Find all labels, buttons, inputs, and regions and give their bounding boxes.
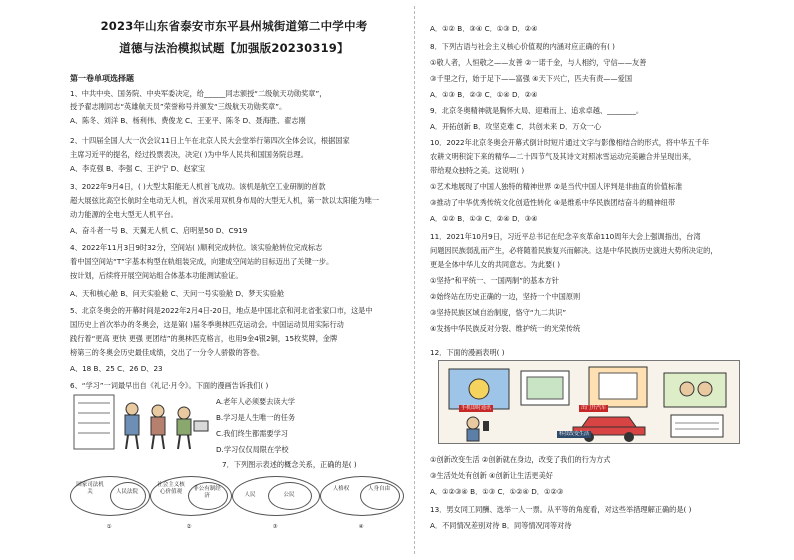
diagram-outer-label: 人格权 <box>332 486 350 492</box>
text-line: ③推动了中华优秀传统文化创造性转化 ④是维系中华民族团结奋斗的精神纽带 <box>430 198 676 207</box>
text-line: ②始终站在历史正确的一边，坚持一个中国原则 <box>430 292 581 301</box>
diagram-number: ④ <box>358 524 364 530</box>
text-line: ④发扬中华民族反对分裂、维护统一的光荣传统 <box>430 324 581 333</box>
diagram-outer-label: 国家司法机关 <box>76 482 104 495</box>
cartoon-label: 手机即时通讯 <box>461 405 492 411</box>
text-line: A．①② B．③④ C．①③ D．②④ <box>430 24 538 33</box>
text-line: A．开拓创新 B．攻坚克难 C．共创未来 D．万众一心 <box>430 122 602 131</box>
q6-option-d: D.学习仅仅局限在学校 <box>216 445 289 454</box>
text-line: 6、“学习”一词最早出自《礼记·月令》。下面的漫画告诉我们( ) <box>70 381 269 390</box>
text-line: 1、中共中央、国务院、中央军委决定，给______同志颁授“二级航天功勋奖章”， <box>70 89 327 98</box>
diagram-outer-label: 社会主义核心价值观 <box>157 482 185 495</box>
elderly-learning-illustration <box>72 393 212 451</box>
diagram-inner-label: 公民 <box>283 492 295 498</box>
text-line: 11．2021年10月9日，习近平总书记在纪念辛亥革命110周年大会上强调指出，台湾 <box>430 232 701 241</box>
diagram-number: ① <box>106 524 112 530</box>
text-line: 问题因民族弱乱而产生，必将随着民族复兴而解决。这是中华民族历史演进大势所决定的， <box>430 246 718 255</box>
text-line: A、奋斗者一号 B、天翼无人机 C、启明星50 D、C919 <box>70 226 248 235</box>
diagram-outer-label: 人民 <box>244 492 256 498</box>
left-column <box>64 0 404 560</box>
diagram-number: ② <box>186 524 192 530</box>
text-line: 10．2022年北京冬奥会开幕式倒计时短片通过文字与影像相结合的形式，将中华五千年 <box>430 138 710 147</box>
cartoon-label: 出门开汽车 <box>581 405 607 411</box>
cartoon-caption: 科技改变生活 <box>559 431 590 437</box>
right-column <box>430 0 772 560</box>
diagram-inner-label: 人民法院 <box>115 489 138 495</box>
text-line: A、18 B、25 C、26 D、23 <box>70 364 163 373</box>
text-line: 授予翟志刚同志“英雄航天员”荣誉称号并颁发“三级航天功勋奖章”。 <box>70 102 287 111</box>
text-line: A．①②③④ B．①③ C．①②④ D．①②③ <box>430 487 564 496</box>
diagram-inner-ellipse <box>110 482 146 510</box>
text-line: A．①② B．①③ C．②④ D．③④ <box>430 214 538 223</box>
text-line: 着中国空间站“T”字基本构型在轨组装完成，向建成空间站的目标迈出了关键一步。 <box>70 257 334 266</box>
text-line: ①敬人者，人恒敬之——友善 ②一诺千金，与人相约，守信——友善 <box>430 58 647 67</box>
text-line: ①艺术地展现了中国人独特的精神世界 ②是当代中国人评判是非曲直的价值标准 <box>430 182 683 191</box>
learning-cartoon <box>72 393 212 451</box>
exam-title-line1: 2023年山东省泰安市东平县州城街道第二中学中考 <box>100 19 368 33</box>
text-line: 国历史上首次举办的冬奥会，这是第( )届冬季奥林匹克运动会。中国运动员用实际行动 <box>70 320 344 329</box>
column-divider <box>414 6 415 554</box>
text-line: ③生活处处有创新 ④创新让生活更美好 <box>430 471 553 480</box>
text-line: 按计划，后续将开展空间站组合体基本功能测试验证。 <box>70 271 243 280</box>
text-line: 农耕文明积淀下来的精华—二十四节气及其诗文对照冰雪运动完美融合并呈现出来， <box>430 152 696 161</box>
q6-option-a: A.老年人必须要去读大学 <box>216 397 295 406</box>
text-line: A、天和核心舱 B、问天实验舱 C、天问一号实验舱 D、梦天实验舱 <box>70 289 285 298</box>
text-line: A、陈冬、刘洋 B、杨利伟、费俊龙 C、王亚平、陈冬 D、聂海胜、翟志刚 <box>70 116 306 125</box>
text-line: ③坚持民族区域自治制度，恪守“九二共识” <box>430 308 567 317</box>
text-line: A．不同情况差别对待 B．同等情况同等对待 <box>430 521 572 530</box>
text-line: 2、十四届全国人大一次会议11日上午在北京人民大会堂举行第四次全体会议，根据国家 <box>70 136 350 145</box>
text-line: 主席习近平的提名，经过投票表决，决定( )为中华人民共和国国务院总理。 <box>70 150 308 159</box>
text-line: 13．男女同工同酬、选举一人一票。从平等的角度看，对这些举措理解正确的是( ) <box>430 505 692 514</box>
text-line: 9．北京冬奥精神就是胸怀大局、迎难而上、追求卓越、________。 <box>430 106 644 115</box>
text-line: 5、北京冬奥会的开幕时间是2022年2月4日-20日，地点是中国北京和河北省张家口市，这是中 <box>70 306 373 315</box>
q6-option-b: B.学习是人生唯一的任务 <box>216 413 296 422</box>
text-line: 践行着“更高 更快 更强 更团结”的奥林匹克格言，也用9金4银2铜，15枚奖牌，金牌 <box>70 334 338 343</box>
text-line: ①坚持“和平统一、一国两制”的基本方针 <box>430 276 559 285</box>
text-line: 4、2022年11月3日9时32分，空间站( )顺利完成转位。该实验舱转位完成标志 <box>70 243 323 252</box>
section-heading: 第一卷单项选择题 <box>70 74 134 83</box>
text-line: 带给观众独特之美。这说明( ) <box>430 166 525 175</box>
text-line: 超大展弦比高空长航时全电动无人机，首次采用双机身布局的大型无人机，第一款以太阳能为唯一 <box>70 196 380 205</box>
exam-title-line2: 道德与法治模拟试题【加强版20230319】 <box>119 41 349 55</box>
diagram-number: ③ <box>272 524 278 530</box>
diagram-inner-label: 人身自由 <box>367 486 390 492</box>
text-line: A、李克强 B、李强 C、王沪宁 D、赵家宝 <box>70 164 206 173</box>
text-line: 8．下列古语与社会主义核心价值观的内涵对应正确的有( ) <box>430 42 615 51</box>
text-line: ①创新改变生活 ②创新就在身边，改变了我们的行为方式 <box>430 455 611 464</box>
text-line: 更是全体中华儿女的共同意志。为此要( ) <box>430 260 561 269</box>
text-line: 动力能源的全电大型无人机平台。 <box>70 210 178 219</box>
text-line: 12．下面的漫画表明( ) <box>430 348 505 357</box>
tech-life-cartoon <box>438 360 740 444</box>
text-line: 榜第三的冬奥会历史最佳成绩，交出了一分令人骄傲的答卷。 <box>70 348 265 357</box>
diagram-inner-label: 非公有制经济 <box>193 486 221 499</box>
q6-option-c: C.我们终生都需要学习 <box>216 429 288 438</box>
text-line: A．①③ B．②③ C．①④ D．②④ <box>430 90 538 99</box>
text-line: ③千里之行，始于足下——富强 ④天下兴亡，匹夫有责——爱国 <box>430 74 633 83</box>
q7-question: 7．下列图示表述的概念关系，正确的是( ) <box>222 460 357 469</box>
text-line: 3、2022年9月4日，( )大型太阳能无人机首飞成功。该机是航空工业研制的首款 <box>70 182 326 191</box>
